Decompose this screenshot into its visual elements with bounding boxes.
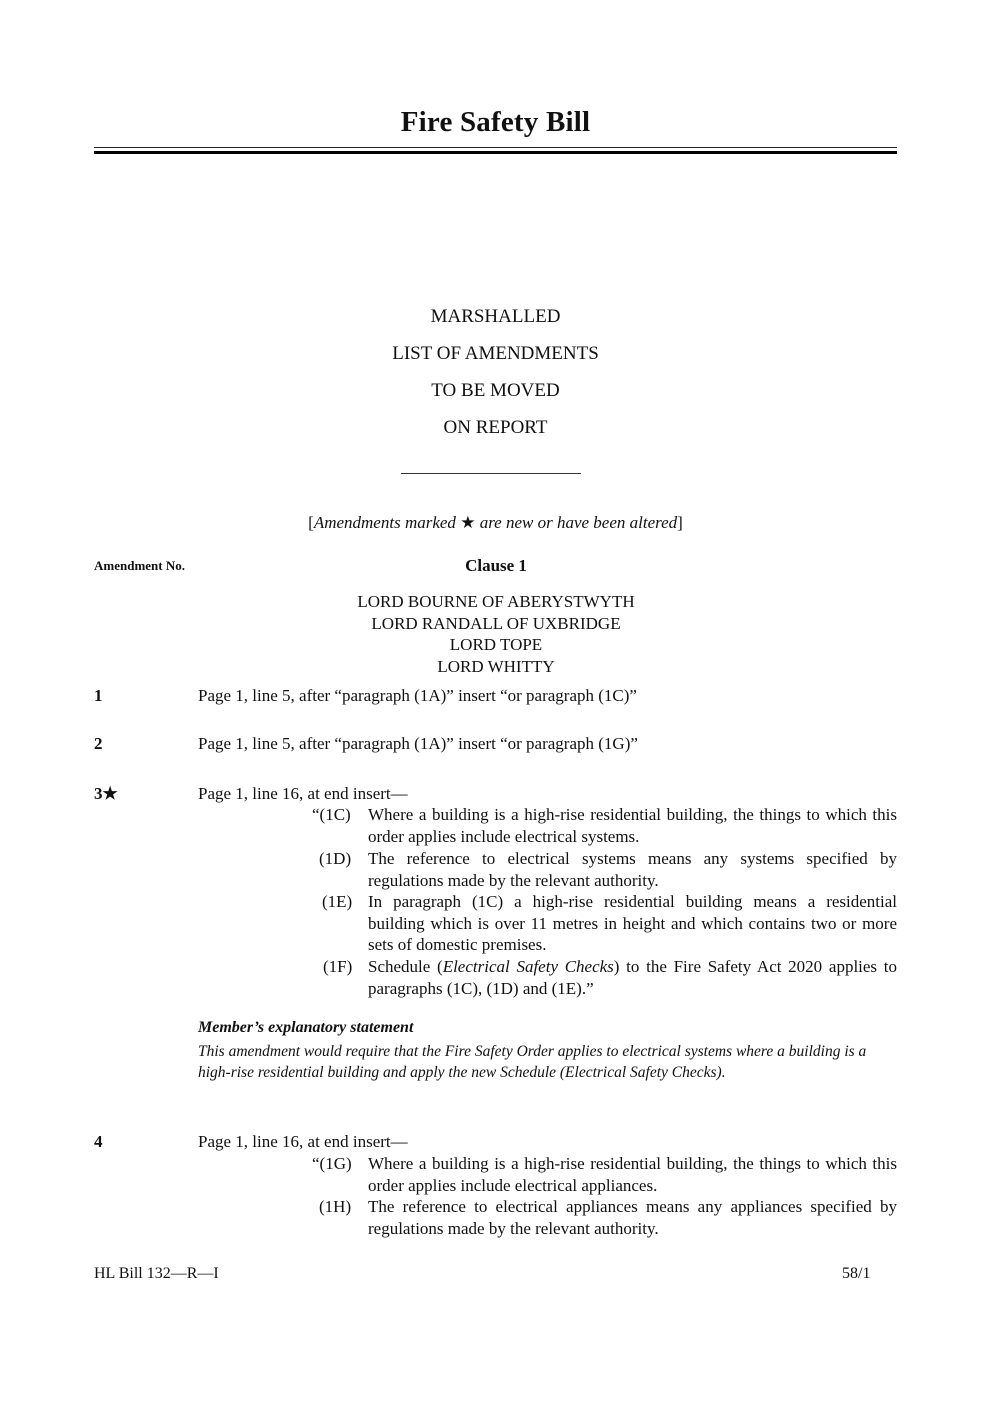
- sponsor-list: [198, 591, 794, 677]
- page-reference: 58/1: [842, 1265, 871, 1282]
- subparagraph: [300, 891, 897, 956]
- subparagraph-label: “(1G): [312, 1154, 352, 1173]
- amendment-text: Page 1, line 5, after “paragraph (1A)” insert “or paragraph (1G)”: [198, 734, 638, 753]
- heading-line: LIST OF AMENDMENTS: [392, 343, 599, 364]
- subparagraph: [300, 848, 897, 891]
- subparagraph-text: Where a building is a high-rise residential building, the things to which this order applies include electrical systems.: [368, 805, 897, 846]
- subparagraph-label: (1E): [322, 892, 353, 911]
- title-rule-thick: [94, 151, 897, 154]
- section-divider: [401, 473, 581, 474]
- star-icon: ★: [460, 513, 476, 532]
- subparagraph-text: The reference to electrical systems means any systems specified by regulations made by the relevant authority.: [368, 849, 897, 890]
- sponsor-name: LORD WHITTY: [437, 656, 555, 676]
- heading-line: ON REPORT: [443, 417, 548, 438]
- explanatory-statement-heading: Member’s explanatory statement: [198, 1019, 414, 1036]
- amendment-number: 3★: [94, 784, 118, 803]
- subparagraph: [300, 956, 897, 999]
- notice-text-before: Amendments marked: [313, 513, 461, 532]
- subparagraph: [300, 804, 897, 847]
- sponsor-name: LORD BOURNE OF ABERYSTWYTH: [357, 592, 635, 611]
- heading-line: MARSHALLED: [430, 306, 561, 327]
- star-notice: [0, 513, 991, 533]
- subparagraph-label: (1F): [323, 957, 353, 976]
- subparagraph-text-part: Schedule (: [368, 957, 443, 976]
- amendment-number: 4: [94, 1132, 103, 1151]
- subparagraph-label: (1H): [319, 1197, 352, 1216]
- amendment-number-column-label: Amendment No.: [94, 558, 185, 573]
- amendment-number: 1: [94, 686, 103, 705]
- clause-heading: Clause 1: [465, 556, 527, 575]
- schedule-title: Electrical Safety Checks: [442, 957, 614, 976]
- document-title: Fire Safety Bill: [400, 106, 591, 138]
- subparagraph-text: In paragraph (1C) a high-rise residential building means a residential building which is over 11 metres in height and which contains two or more sets of domestic premises.: [368, 892, 897, 954]
- subparagraph-text: [368, 956, 897, 999]
- amendment-text: Page 1, line 16, at end insert—: [198, 1132, 408, 1151]
- subparagraph: [300, 1153, 897, 1196]
- subparagraph-text-part: ) to the Fire Safety Act 2020 applies to paragraphs (1C), (1D) and (1E).”: [368, 957, 897, 998]
- subparagraph-label: “(1C): [312, 805, 351, 824]
- amendment-text: Page 1, line 5, after “paragraph (1A)” insert “or paragraph (1C)”: [198, 686, 637, 705]
- notice-close-bracket: ]: [677, 513, 683, 532]
- subparagraph-label: (1D): [319, 849, 352, 868]
- bill-reference: HL Bill 132—R—I: [94, 1265, 219, 1282]
- notice-text-after: are new or have been altered: [475, 513, 678, 532]
- title-rule-thin: [94, 147, 897, 148]
- amendment-text: Page 1, line 16, at end insert—: [198, 784, 408, 803]
- amendment-number: 2: [94, 734, 103, 753]
- heading-line: TO BE MOVED: [431, 380, 560, 401]
- explanatory-statement-text: This amendment would require that the Fire Safety Order applies to electrical systems where a building is a high-rise residential building and apply the new Schedule (Electrical Safety Checks).: [198, 1043, 867, 1081]
- sponsor-name: LORD TOPE: [449, 635, 543, 654]
- sponsor-name: LORD RANDALL OF UXBRIDGE: [371, 613, 621, 633]
- subparagraph: [300, 1196, 897, 1239]
- notice-open-bracket: [: [308, 513, 314, 532]
- subparagraph-text: The reference to electrical appliances means any appliances specified by regulations made by the relevant authority.: [368, 1197, 897, 1238]
- subparagraph-text: Where a building is a high-rise residential building, the things to which this order applies include electrical appliances.: [368, 1154, 897, 1195]
